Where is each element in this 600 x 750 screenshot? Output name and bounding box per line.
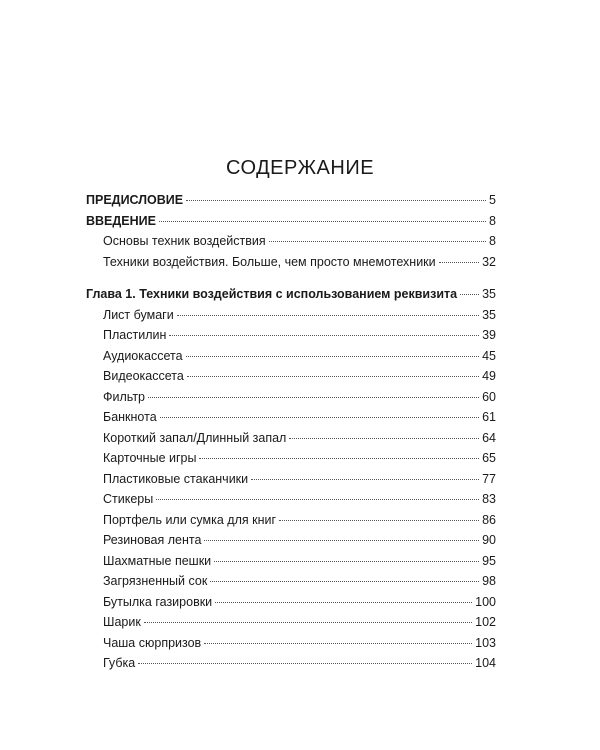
toc-entry-label: Видеокассета bbox=[103, 369, 184, 383]
toc-entry-page-number: 102 bbox=[475, 615, 496, 629]
dot-leader bbox=[156, 499, 479, 500]
dot-leader bbox=[214, 561, 479, 562]
toc-entry-page-number: 104 bbox=[475, 656, 496, 670]
toc-entry[interactable] bbox=[86, 255, 496, 276]
toc-entry-label: Техники воздействия. Больше, чем просто мнемотехники bbox=[103, 254, 436, 269]
toc-entry-label: Короткий запал/Длинный запал bbox=[103, 430, 287, 445]
dot-leader bbox=[289, 438, 479, 439]
toc-entry[interactable] bbox=[86, 287, 496, 308]
table-of-contents bbox=[86, 193, 496, 677]
toc-entry[interactable] bbox=[86, 533, 496, 554]
toc-entry-label: Банкнота bbox=[103, 410, 157, 424]
dot-leader bbox=[460, 294, 479, 295]
toc-entry-page-number: 95 bbox=[482, 553, 496, 568]
dot-leader bbox=[187, 376, 479, 377]
toc-entry-label: Загрязненный сок bbox=[103, 574, 208, 588]
toc-entry-page-number: 5 bbox=[489, 193, 496, 207]
dot-leader bbox=[144, 622, 472, 623]
toc-entry-page-number: 83 bbox=[482, 492, 496, 506]
toc-entry[interactable] bbox=[86, 410, 496, 431]
toc-entry-page-number: 39 bbox=[482, 328, 496, 342]
dot-leader bbox=[186, 200, 486, 201]
dot-leader bbox=[439, 262, 479, 263]
dot-leader bbox=[251, 479, 479, 480]
toc-entry-label: Фильтр bbox=[103, 389, 145, 404]
toc-entry-label: Чаша сюрпризов bbox=[103, 635, 202, 650]
toc-entry-page-number: 60 bbox=[482, 389, 496, 404]
toc-entry[interactable] bbox=[86, 492, 496, 513]
toc-entry[interactable] bbox=[86, 431, 496, 452]
dot-leader bbox=[279, 520, 479, 521]
toc-entry[interactable] bbox=[86, 349, 496, 370]
toc-entry-label: Карточные игры bbox=[103, 451, 197, 465]
dot-leader bbox=[138, 663, 472, 664]
toc-entry-label: Стикеры bbox=[103, 492, 154, 506]
toc-entry-label: Портфель или сумка для книг bbox=[103, 512, 277, 527]
toc-entry[interactable] bbox=[86, 574, 496, 595]
toc-entry-label: Аудиокассета bbox=[103, 348, 183, 363]
dot-leader bbox=[148, 397, 479, 398]
toc-entry-label: Основы техник воздействия bbox=[103, 234, 266, 248]
toc-entry-page-number: 86 bbox=[482, 512, 496, 527]
toc-entry-label: Шахматные пешки bbox=[103, 553, 212, 568]
toc-entry-page-number: 90 bbox=[482, 533, 496, 547]
dot-leader bbox=[186, 356, 480, 357]
toc-entry-label: Пластилин bbox=[103, 328, 167, 342]
toc-entry-page-number: 61 bbox=[482, 410, 496, 424]
dot-leader bbox=[177, 315, 479, 316]
dot-leader bbox=[215, 602, 472, 603]
toc-entry[interactable] bbox=[86, 554, 496, 575]
dot-leader bbox=[269, 241, 486, 242]
toc-entry[interactable] bbox=[86, 328, 496, 349]
toc-entry-label: ПРЕДИСЛОВИЕ bbox=[86, 193, 184, 207]
toc-entry[interactable] bbox=[86, 656, 496, 677]
toc-entry-page-number: 64 bbox=[482, 430, 496, 445]
toc-entry-page-number: 45 bbox=[482, 348, 496, 363]
toc-entry[interactable] bbox=[86, 636, 496, 657]
toc-entry-page-number: 77 bbox=[482, 471, 496, 486]
toc-entry[interactable] bbox=[86, 513, 496, 534]
toc-entry-page-number: 8 bbox=[489, 234, 496, 248]
toc-entry[interactable] bbox=[86, 308, 496, 329]
toc-entry[interactable] bbox=[86, 595, 496, 616]
dot-leader bbox=[204, 540, 479, 541]
toc-entry[interactable] bbox=[86, 369, 496, 390]
toc-entry[interactable] bbox=[86, 214, 496, 235]
page-title: СОДЕРЖАНИЕ bbox=[225, 157, 375, 179]
toc-entry-page-number: 98 bbox=[482, 574, 496, 588]
toc-entry[interactable] bbox=[86, 234, 496, 255]
toc-entry-label: Губка bbox=[103, 656, 136, 670]
toc-entry[interactable] bbox=[86, 451, 496, 472]
toc-entry[interactable] bbox=[86, 615, 496, 636]
dot-leader bbox=[169, 335, 479, 336]
toc-entry-page-number: 103 bbox=[475, 635, 496, 650]
toc-entry-page-number: 35 bbox=[482, 307, 496, 322]
toc-entry-label: ВВЕДЕНИЕ bbox=[86, 213, 156, 228]
toc-entry-label: Бутылка газировки bbox=[103, 594, 213, 609]
dot-leader bbox=[204, 643, 472, 644]
toc-entry-page-number: 35 bbox=[482, 287, 496, 301]
toc-entry-label: Пластиковые стаканчики bbox=[103, 471, 249, 486]
toc-entry-page-number: 8 bbox=[489, 213, 496, 228]
toc-entry[interactable] bbox=[86, 390, 496, 411]
toc-entry[interactable] bbox=[86, 193, 496, 214]
dot-leader bbox=[199, 458, 479, 459]
dot-leader bbox=[159, 221, 486, 222]
toc-entry-page-number: 100 bbox=[475, 594, 496, 609]
toc-entry[interactable] bbox=[86, 472, 496, 493]
dot-leader bbox=[210, 581, 479, 582]
toc-entry-page-number: 65 bbox=[482, 451, 496, 465]
toc-entry-label: Шарик bbox=[103, 615, 141, 629]
toc-entry-label: Резиновая лента bbox=[103, 533, 202, 547]
dot-leader bbox=[160, 417, 479, 418]
toc-entry-label: Лист бумаги bbox=[103, 307, 174, 322]
toc-entry-page-number: 32 bbox=[482, 254, 496, 269]
toc-entry-label: Глава 1. Техники воздействия с использованием реквизита bbox=[86, 287, 458, 301]
toc-entry-page-number: 49 bbox=[482, 369, 496, 383]
